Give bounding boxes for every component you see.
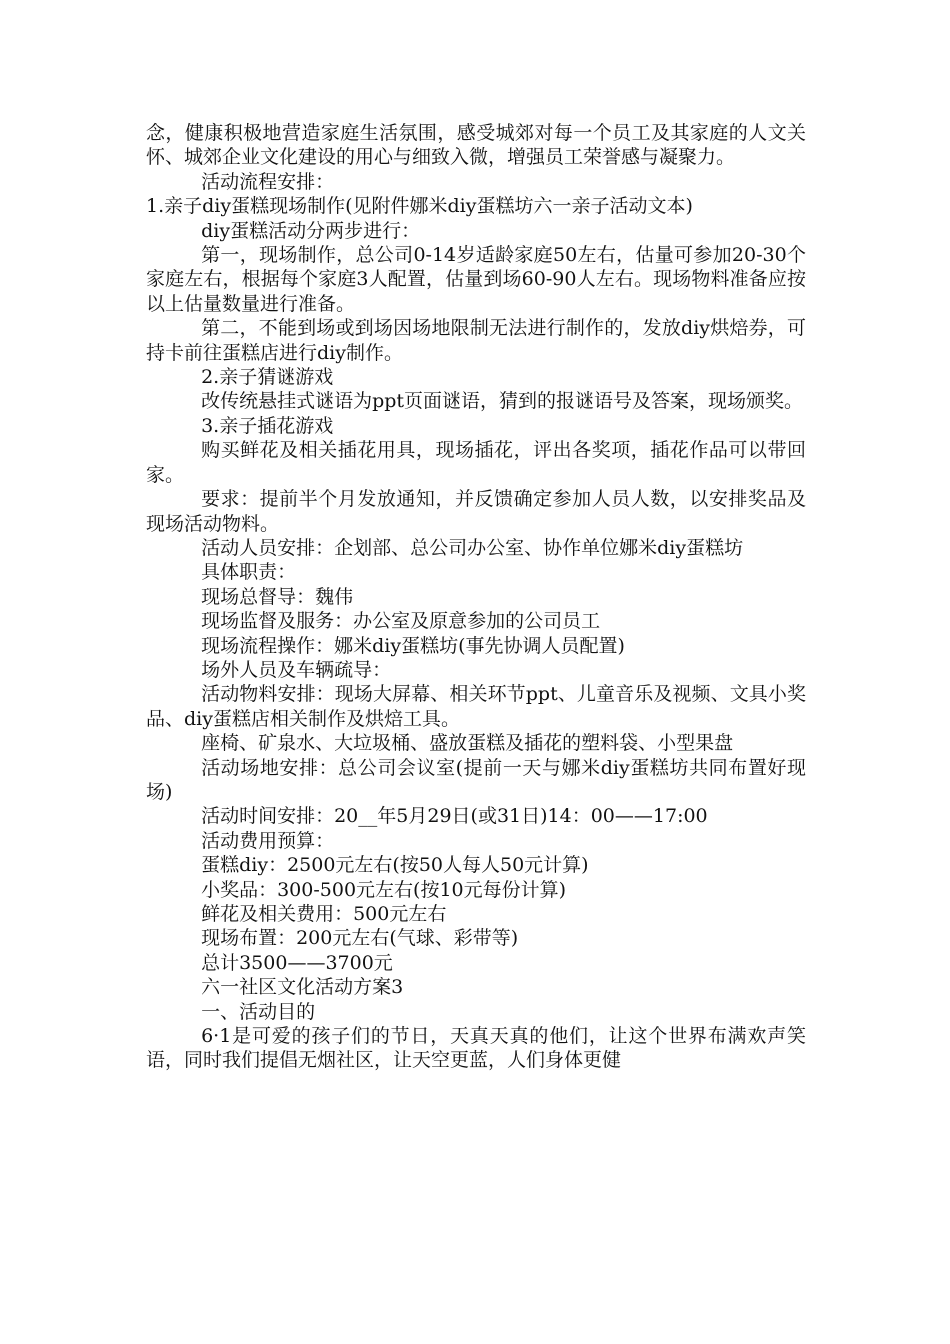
paragraph: 1.亲子diy蛋糕现场制作(见附件娜米diy蛋糕坊六一亲子活动文本) — [146, 195, 693, 218]
paragraph: 3.亲子插花游戏 — [201, 414, 334, 437]
paragraph: 蛋糕diy：2500元左右(按50人每人50元计算) — [201, 854, 589, 877]
paragraph: diy蛋糕活动分两步进行： — [201, 219, 421, 242]
paragraph: 现场监督及服务：办公室及原意参加的公司员工 — [201, 610, 601, 633]
paragraph: 活动费用预算： — [201, 829, 335, 852]
paragraph: 活动场地安排：总公司会议室(提前一天与娜米diy蛋糕坊共同布置好现场) — [146, 756, 806, 803]
paragraph: 要求：提前半个月发放通知，并反馈确定参加人员人数，以安排奖品及现场活动物料。 — [146, 488, 806, 535]
paragraph: 改传统悬挂式谜语为ppt页面谜语，猜到的报谜语号及答案，现场颁奖。 — [201, 390, 804, 413]
paragraph: 鲜花及相关费用：500元左右 — [201, 903, 447, 925]
paragraph: 一、活动目的 — [201, 1000, 316, 1023]
paragraph: 座椅、矿泉水、大垃圾桶、盛放蛋糕及插花的塑料袋、小型果盘 — [201, 732, 734, 755]
paragraph: 第一，现场制作，总公司0-14岁适龄家庭50左右，估量可参加20-30个家庭左右，根据每个家庭3人配置，估量到场60-90人左右。现场物料准备应按以上估量数量进行准备。 — [146, 244, 806, 315]
paragraph: 现场布置：200元左右(气球、彩带等) — [201, 927, 519, 950]
paragraph: 六一社区文化活动方案3 — [201, 976, 404, 999]
paragraph: 6·1是可爱的孩子们的节日，天真天真的他们，让这个世界布满欢声笑语，同时我们提倡无烟社区，让天空更蓝，人们身体更健 — [146, 1025, 806, 1072]
paragraph: 场外人员及车辆疏导： — [201, 658, 392, 681]
paragraph: 现场流程操作：娜米diy蛋糕坊(事先协调人员配置) — [201, 634, 625, 657]
paragraph: 活动时间安排：20__年5月29日(或31日)14：00——17:00 — [201, 805, 708, 828]
document-body — [146, 121, 806, 1073]
paragraph: 购买鲜花及相关插花用具，现场插花，评出各奖项，插花作品可以带回家。 — [146, 439, 806, 486]
paragraph: 活动流程安排： — [201, 170, 335, 193]
paragraph: 现场总督导：魏伟 — [201, 585, 354, 608]
paragraph: 活动物料安排：现场大屏幕、相关环节ppt、儿童音乐及视频、文具小奖品、diy蛋糕店相关制作及烘焙工具。 — [146, 683, 806, 730]
paragraph: 具体职责： — [201, 561, 297, 584]
paragraph: 2.亲子猜谜游戏 — [201, 366, 334, 389]
paragraph: 第二，不能到场或到场因场地限制无法进行制作的，发放diy烘焙券，可持卡前往蛋糕店进行diy制作。 — [146, 317, 806, 364]
paragraph: 总计3500——3700元 — [201, 951, 393, 974]
paragraph: 活动人员安排：企划部、总公司办公室、协作单位娜米diy蛋糕坊 — [201, 536, 744, 559]
paragraph: 小奖品：300-500元左右(按10元每份计算) — [201, 878, 567, 901]
paragraph: 念，健康积极地营造家庭生活氛围，感受城郊对每一个员工及其家庭的人文关怀、城郊企业文化建设的用心与细致入微，增强员工荣誉感与凝聚力。 — [146, 122, 806, 169]
